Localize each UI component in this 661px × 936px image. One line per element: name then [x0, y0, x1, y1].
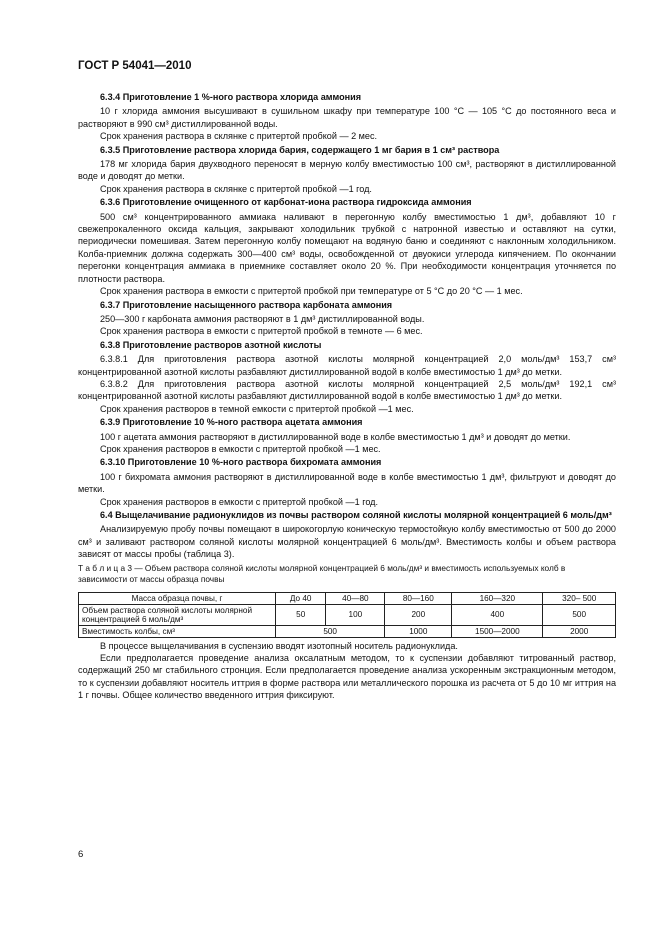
section-6-3-10-text: 100 г бихромата аммония растворяют в дистиллированной воде в колбе вместимостью 1 дм³, фильтруют и доводят до метки. [78, 471, 616, 495]
table-cell: 500 [276, 625, 385, 637]
section-6-3-4-title: 6.3.4 Приготовление 1 %-ного раствора хлорида аммония [100, 92, 362, 102]
after-table-text-1: В процессе выщелачивания в суспензию вводят изотопный носитель радионуклида. [100, 640, 458, 651]
section-6-3-5-text: 178 мг хлорида бария двухводного переносят в мерную колбу вместимостью 100 см³, растворяют в дистиллированной воде и доводят до метки. [78, 159, 616, 182]
section-6-3-6-title: 6.3.6 Приготовление очищенного от карбонат-иона раствора гидроксида аммония [100, 197, 472, 208]
table-cell: 200 [385, 604, 452, 625]
table-cell: До 40 [276, 592, 326, 604]
section-6-3-9-text: 100 г ацетата аммония растворяют в дистиллированной воде в колбе вместимостью 1 дм³ и доводят до метки. [100, 431, 571, 442]
section-6-3-8-2-text: 6.3.8.2 Для приготовления раствора азотной кислоты молярной концентрацией 2,5 моль/дм³ 192,1 см³ концентрированной азотной кислоты разбавляют дистиллированной водой в колбе вместимостью 1 дм³ до метки. [78, 378, 616, 402]
section-6-3-10-title: 6.3.10 Приготовление 10 %-ного раствора бихромата аммония [100, 457, 382, 468]
section-6-4-title: 6.4 Выщелачивание радионуклидов из почвы раствором соляной кислоты молярной концентрацией 6 моль/дм³ [100, 510, 612, 520]
table-cell: 2000 [543, 625, 616, 637]
table-row [79, 625, 616, 637]
section-6-3-9-title: 6.3.9 Приготовление 10 %-ного раствора ацетата аммония [100, 417, 363, 428]
table-row [79, 592, 616, 604]
table-3 [78, 592, 616, 638]
table-cell: Вместимость колбы, см³ [79, 625, 276, 637]
section-6-3-8-storage: Срок хранения растворов в темной емкости с притертой пробкой —1 мес. [100, 403, 414, 414]
page-number: 6 [78, 849, 84, 860]
table-cell: 1500—2000 [452, 625, 543, 637]
section-6-3-5-storage: Срок хранения раствора в склянке с притертой пробкой —1 год. [100, 183, 372, 194]
section-6-4-text: Анализируемую пробу почвы помещают в широкогорлую коническую термостойкую колбу вместимостью от 500 до 2000 см³ и заливают раствором соляной кислоты молярной концентрацией 6 моль/дм³. Вместимость колбы и объем раствора зависят от массы пробы (таблица 3). [78, 524, 616, 560]
section-6-3-6-storage: Срок хранения раствора в емкости с притертой пробкой при температуре от 5 °С до 20 °С — 1 мес. [100, 286, 523, 297]
table-cell: 40—80 [326, 592, 385, 604]
section-6-3-6-text: 500 см³ концентрированного аммиака наливают в перегонную колбу вместимостью 1 дм³, добавляют 10 г свежепрокаленного оксида кальция, закрывают холодильник трубкой с натронной известью и оставляют на сутки, периодически помешивая. Затем перегонную колбу помещают на водяную баню и соединяют с наклонным холодильником. Колба-приемник должна содержать 300—400 см³ воды, освобожденной от двуокиси углерода кипячением. По окончании перегонки концентрация аммиака в приемнике составляет около 20 %. При необходимости концентрация уточняется по плотности раствора. [78, 211, 616, 284]
table-cell: 100 [326, 604, 385, 625]
section-6-3-4-text: 10 г хлорида аммония высушивают в сушильном шкафу при температуре 100 °С — 105 °С до постоянного веса и растворяют в 990 см³ дистиллированной воды. [78, 106, 616, 129]
table-cell: 320– 500 [543, 592, 616, 604]
table-caption: Т а б л и ц а 3 — Объем раствора соляной кислоты молярной концентрацией 6 моль/дм³ и вместимость используемых колб в зависимости от массы образца почвы [78, 562, 566, 585]
table-cell: 500 [543, 604, 616, 625]
table-cell: 80—160 [385, 592, 452, 604]
after-table-text-2: Если предполагается проведение анализа оксалатным методом, то к суспензии добавляют титрованный раствор, содержащий 250 мг стабильного стронция. Если предполагается проведение анализа ускоренным экстракционным методом, то к суспензии добавляют носитель иттрия в форме раствора или металлического порошка из расчета от 5 до 10 мг иттрия на 1 г почвы. Общее количество введенного иттрия фиксируют. [78, 653, 616, 701]
table-row [79, 604, 616, 625]
section-6-3-10-storage: Срок хранения растворов в емкости с притертой пробкой —1 год. [100, 496, 379, 507]
document-page [78, 60, 616, 702]
section-6-3-7-storage: Срок хранения раствора в емкости с притертой пробкой в темноте — 6 мес. [100, 326, 423, 337]
table-cell: 400 [452, 604, 543, 625]
section-6-3-9-storage: Срок хранения растворов в емкости с притертой пробкой —1 мес. [100, 443, 381, 454]
table-cell: Объем раствора соляной кислоты молярной концентрацией 6 моль/дм³ [79, 604, 276, 625]
section-6-3-4-storage: Срок хранения раствора в склянке с притертой пробкой — 2 мес. [100, 131, 378, 142]
section-6-3-8-1-text: 6.3.8.1 Для приготовления раствора азотной кислоты молярной концентрацией 2,0 моль/дм³ 153,7 см³ концентрированной азотной кислоты разбавляют дистиллированной водой в колбе вместимостью 1 дм³ до метки. [78, 354, 616, 377]
table-cell: 50 [276, 604, 326, 625]
table-cell: 160—320 [452, 592, 543, 604]
section-6-3-7-text: 250—300 г карбоната аммония растворяют в 1 дм³ дистиллированной воды. [100, 313, 425, 324]
section-6-3-5-title: 6.3.5 Приготовление раствора хлорида бария, содержащего 1 мг бария в 1 см³ раствора [100, 144, 500, 155]
document-header: ГОСТ Р 54041—2010 [78, 60, 192, 72]
section-6-3-8-title: 6.3.8 Приготовление растворов азотной кислоты [100, 339, 322, 350]
table-cell: Масса образца почвы, г [79, 592, 276, 604]
table-cell: 1000 [385, 625, 452, 637]
section-6-3-7-title: 6.3.7 Приготовление насыщенного раствора карбоната аммония [100, 299, 393, 310]
